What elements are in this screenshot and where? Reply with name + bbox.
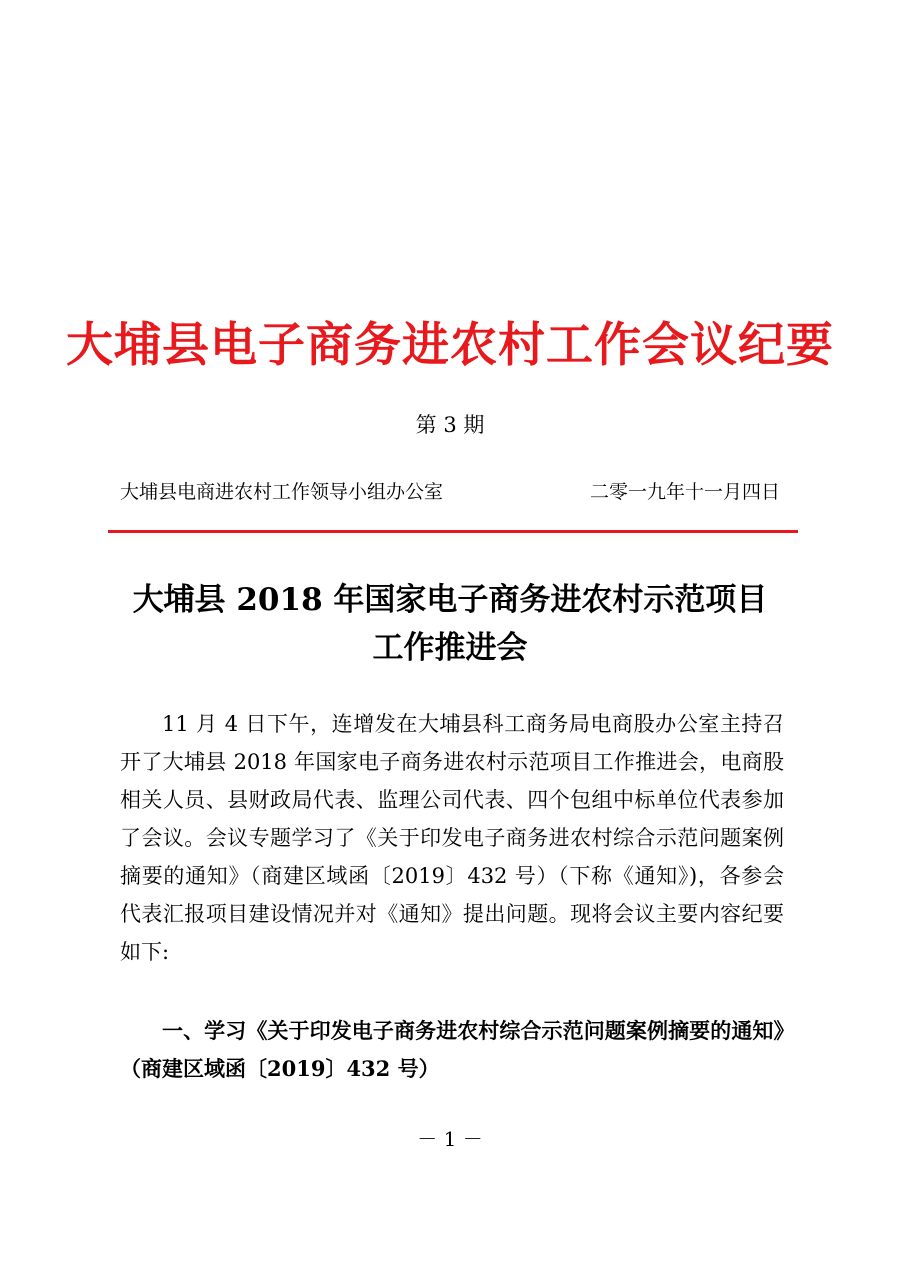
document-title bbox=[0, 576, 900, 672]
masthead-title: 大埔县电子商务进农村工作会议纪要 bbox=[66, 318, 834, 373]
document-title-line-1: 大埔县 2018 年国家电子商务进农村示范项目 bbox=[132, 582, 768, 618]
issue-date: 二零一九年十一月四日 bbox=[589, 481, 780, 503]
red-divider-line bbox=[108, 530, 798, 533]
issuer-name: 大埔县电商进农村工作领导小组办公室 bbox=[120, 481, 444, 503]
section-heading: 一、学习《关于印发电子商务进农村综合示范问题案例摘要的通知》（商建区域函〔2019〕432 号） bbox=[120, 1018, 784, 1081]
body-paragraph: 11 月 4 日下午，连增发在大埔县科工商务局电商股办公室主持召开了大埔县 2018 年国家电子商务进农村示范项目工作推进会，电商股相关人员、县财政局代表、监理公司代表、四个包组中标单位代表参加了会议。会议专题学习了《关于印发电子商务进农村综合示范问题案例摘要的通知》（商建区域函〔2019〕432 号）（下称《通知》)，各参会代表汇报项目建设情况并对《通知》提出问题。现将会议主要内容纪要如下: bbox=[120, 712, 784, 964]
issuer-date-row bbox=[120, 476, 780, 508]
issue-number: 第 3 期 bbox=[415, 413, 485, 437]
page-number: － 1 － bbox=[417, 1127, 483, 1151]
document-title-line-2: 工作推进会 bbox=[372, 630, 528, 666]
